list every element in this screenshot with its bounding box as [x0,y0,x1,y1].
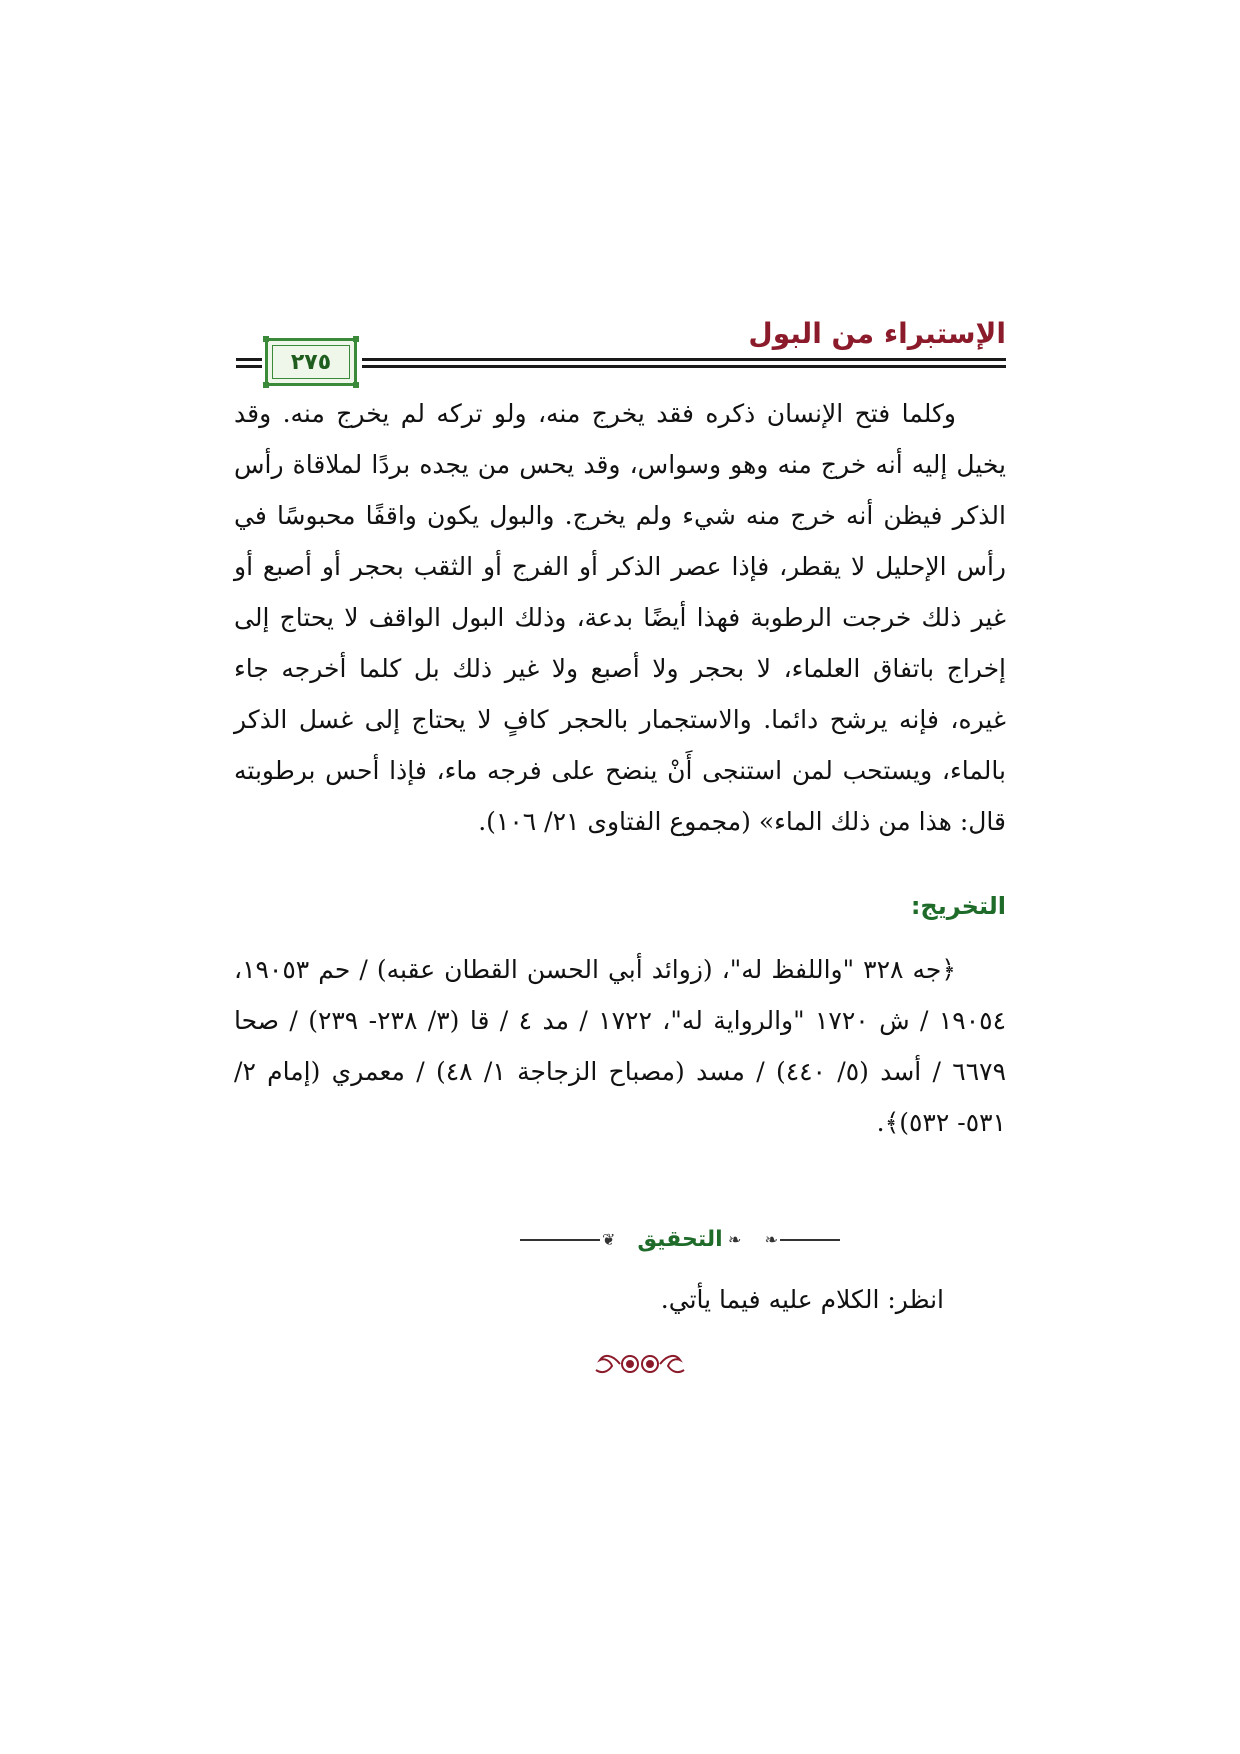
flourish-icon: ❦ [602,1230,616,1249]
tahqiq-divider [520,1220,840,1260]
tahqiq-paragraph: انظر: الكلام عليه فيما يأتي. [660,1285,944,1314]
header-double-rule [362,356,1006,370]
main-paragraph-text: وكلما فتح الإنسان ذكره فقد يخرج منه، ولو تركه لم يخرج منه. وقد يخيل إليه أنه خرج منه وهو وسواس، وقد يحس من يجده بردًا لملاقاة رأس الذكر فيظن أنه خرج منه شيء ولم يخرج. والبول يكون واقفًا محبوسًا في رأس الإحليل لا يقطر، فإذا عصر الذكر أو الفرج أو الثقب بحجر أو أصبع أو غير ذلك خرجت الرطوبة فهذا أيضًا بدعة، وذلك البول الواقف لا يحتاج إلى إخراج باتفاق العلماء، لا بحجر ولا أصبع ولا غير ذلك بل كلما أخرجه جاء غيره، فإنه يرشح دائما. والاستجمار بالحجر كافٍ لا يحتاج إلى غسل الذكر بالماء، ويستحب لمن استنجى أَنْ ينضح على فرجه ماء، فإذا أحس برطوبته قال: هذا من ذلك الماء» (مجموع الفتاوى ٢١/ ١٠٦). [234,399,1006,836]
header-double-rule-left [236,356,262,370]
tahqiq-heading: التحقيق [637,1227,723,1252]
page-number: ٢٧٥ [272,345,350,379]
main-paragraph [234,388,1006,847]
flourish-icon: ❧ [728,1230,742,1249]
page-number-frame [265,338,357,386]
running-title: الإستبراء من البول [748,317,1006,350]
takhrij-paragraph [234,944,1006,1148]
takhrij-heading: التخريج: [910,892,1006,920]
takhrij-paragraph-text: ﴿جه ٣٢٨ "واللفظ له"، (زوائد أبي الحسن القطان عقبه) / حم ١٩٠٥٣، ١٩٠٥٤ / ش ١٧٢٠ "والرواية له"، ١٧٢٢ / مد ٤ / قا (٣/ ٢٣٨- ٢٣٩) / صحا ٦٦٧٩ / أسد (٥/ ٤٤٠) / مسد (مصباح الزجاجة ١/ ٤٨) / معمري (إمام ٢/ ٥٣١- ٥٣٢)﴾. [234,955,1006,1137]
end-ornament-icon [590,1346,690,1382]
flourish-icon: ❧ [764,1230,778,1249]
